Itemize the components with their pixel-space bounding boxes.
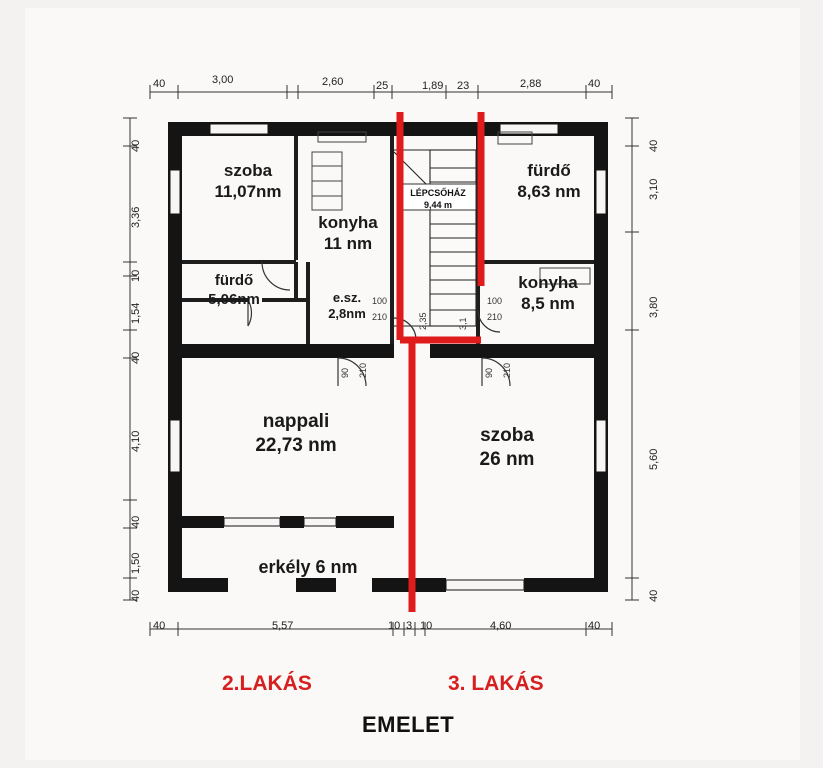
room-name: konyha <box>518 273 578 292</box>
dim-left-1: 3,36 <box>130 206 142 228</box>
door-height-4: 210 <box>487 312 503 322</box>
dim-left-4: 40 <box>130 351 142 364</box>
dim-right-3: 5,60 <box>648 448 660 470</box>
room-area: 11,07nm <box>214 182 282 202</box>
room-label-konyha-1 <box>300 212 396 255</box>
room-label-furdo-1 <box>494 160 604 203</box>
stairs-label <box>401 188 475 198</box>
room-name: szoba <box>223 161 273 180</box>
dim-bottom-5: 4,60 <box>490 620 512 632</box>
dim-left-2: 10 <box>130 269 142 282</box>
room-area: 5,06nm <box>208 290 260 308</box>
legend-apartment-2: 2.LAKÁS <box>222 672 312 695</box>
dim-left-6: 40 <box>130 515 142 528</box>
door-height-5: 210 <box>358 362 368 378</box>
dim-bottom-6: 40 <box>588 620 601 632</box>
room-name: fürdő <box>214 272 254 289</box>
door-height-1: 210 <box>372 312 388 322</box>
room-name: konyha <box>318 213 378 232</box>
room-area: 2,8nm <box>328 306 366 322</box>
dim-left-0: 40 <box>130 139 142 152</box>
room-label-szoba-1 <box>198 160 298 203</box>
dim-bottom-1: 5,57 <box>272 620 294 632</box>
room-label-furdo-2 <box>186 272 282 310</box>
door-width-5: 90 <box>340 367 350 378</box>
dim-left-8: 40 <box>130 589 142 602</box>
room-label-szoba-2 <box>432 424 582 472</box>
dim-top-3: 25 <box>376 80 389 92</box>
door-width-1: 100 <box>372 296 388 306</box>
dim-top-1: 3,00 <box>212 74 234 86</box>
door-width-6: 90 <box>484 367 494 378</box>
room-name: erkély 6 nm <box>258 557 358 577</box>
dim-top-4: 1,89 <box>422 80 444 92</box>
door-height-6: 210 <box>502 362 512 378</box>
floor-caption: EMELET <box>362 712 455 737</box>
dim-right-4: 40 <box>648 589 660 602</box>
room-label-nappali <box>216 410 376 458</box>
dim-left-5: 4,10 <box>130 430 142 452</box>
dim-right-2: 3,80 <box>648 296 660 318</box>
room-name: e.sz. <box>332 290 362 305</box>
door-width-4: 100 <box>487 296 503 306</box>
room-area: 8,63 nm <box>517 182 581 202</box>
room-name: fürdő <box>527 161 571 180</box>
dim-top-2: 2,60 <box>322 76 344 88</box>
legend-apartment-3: 3. LAKÁS <box>448 672 544 695</box>
room-label-konyha-2 <box>496 272 600 315</box>
stairs-area-value: 9,44 m <box>423 200 453 210</box>
door-width-3: 3,1 <box>458 317 468 330</box>
dim-top-0: 40 <box>153 78 166 90</box>
room-area: 8,5 nm <box>521 294 575 314</box>
door-width-2: 2,35 <box>418 312 428 330</box>
dim-top-5: 23 <box>457 80 470 92</box>
dim-right-0: 40 <box>648 139 660 152</box>
room-name: nappali <box>262 411 330 432</box>
room-label-erkely <box>228 556 388 579</box>
dim-bottom-4: 10 <box>420 620 433 632</box>
dim-top-6: 2,88 <box>520 78 542 90</box>
dim-left-7: 1,50 <box>130 552 142 574</box>
dim-bottom-0: 40 <box>153 620 166 632</box>
dim-bottom-2: 10 <box>388 620 401 632</box>
dim-right-1: 3,10 <box>648 178 660 200</box>
dim-top-7: 40 <box>588 78 601 90</box>
room-area: 26 nm <box>479 448 535 470</box>
room-area: 22,73 nm <box>255 434 337 456</box>
room-name: szoba <box>480 425 534 446</box>
stairs-area <box>401 200 475 210</box>
room-area: 11 nm <box>323 234 373 254</box>
dim-bottom-3: 3 <box>406 620 413 632</box>
dim-left-3: 1,54 <box>130 302 142 324</box>
stairs-name: LÉPCSŐHÁZ <box>410 188 466 198</box>
